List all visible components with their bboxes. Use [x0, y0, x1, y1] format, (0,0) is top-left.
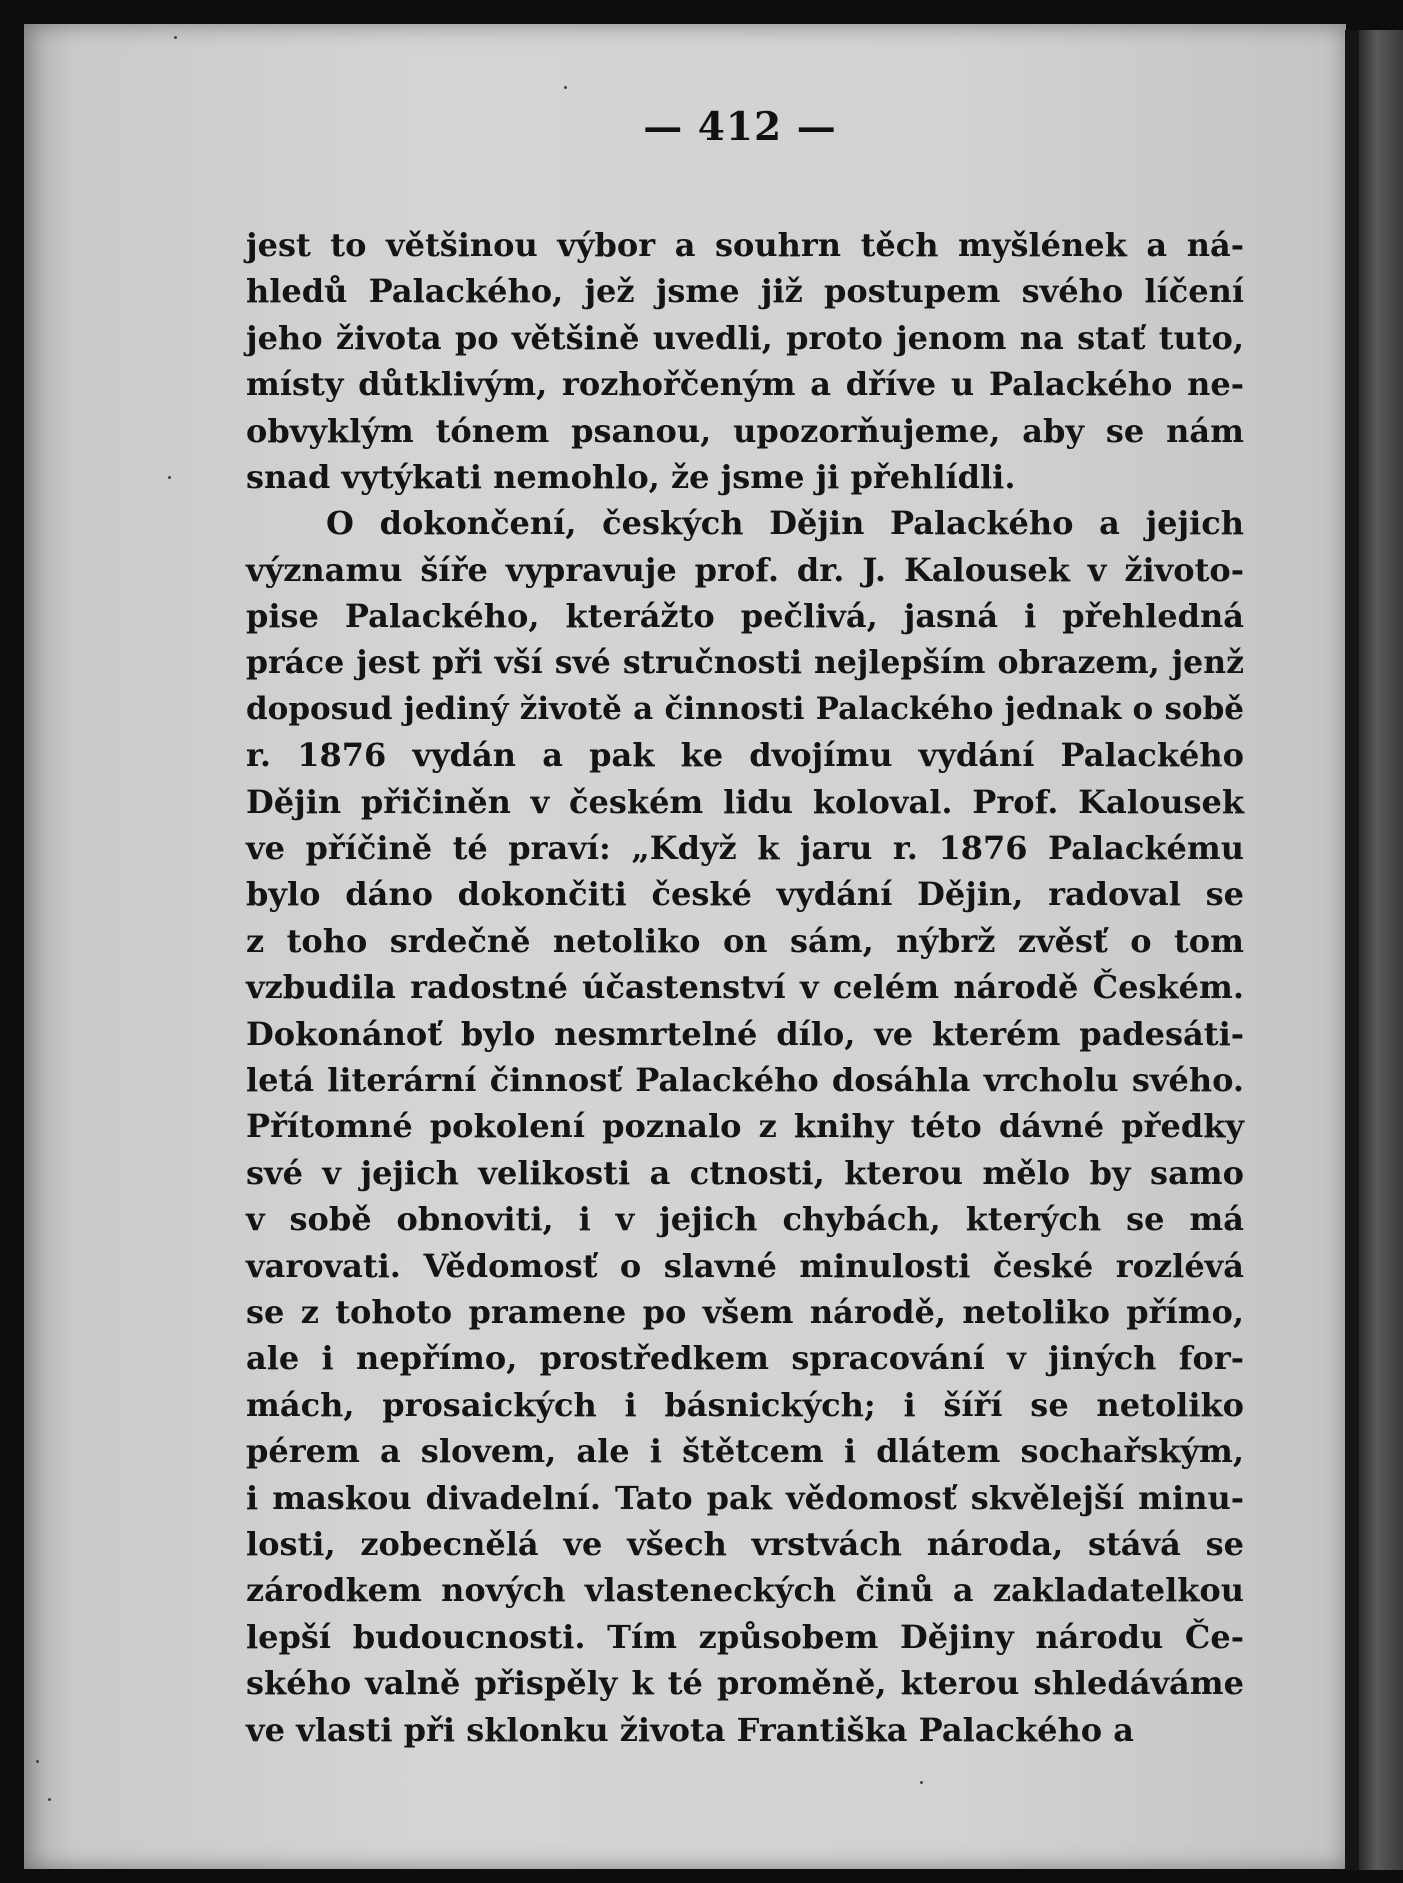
- page-number: — 412 —: [643, 104, 837, 150]
- body-text: [246, 222, 1244, 1753]
- paper-speck: [48, 1798, 51, 1801]
- paper-speck: [174, 36, 177, 39]
- text-line: r. 1876 vydán a pak ke dvojímu vydání Palackého: [246, 736, 1244, 775]
- text-line: své v jejich velikosti a ctnosti, kterou mělo by samo: [246, 1153, 1244, 1192]
- paper-speck: [920, 1781, 923, 1784]
- text-line: O dokončení, českých Dějin Palackého a jejich: [326, 504, 1244, 543]
- paper-speck: [36, 1760, 39, 1763]
- text-line: letá literární činnosť Palackého dosáhla vrcholu svého.: [246, 1061, 1244, 1100]
- facing-page-gutter: [1345, 30, 1359, 1870]
- text-line: Přítomné pokolení poznalo z knihy této dávné předky: [246, 1107, 1244, 1146]
- text-line: jeho života po většině uvedli, proto jenom na stať tuto,: [246, 318, 1244, 357]
- text-line: ale i nepřímo, prostředkem spracování v jiných for-: [246, 1339, 1244, 1378]
- facing-page-edge: [1359, 30, 1403, 1870]
- text-line: Dokonánoť bylo nesmrtelné dílo, ve kterém padesáti-: [246, 1014, 1244, 1053]
- text-line: pérem a slovem, ale i štětcem i dlátem sochařským,: [246, 1432, 1244, 1471]
- text-line: pise Palackého, kterážto pečlivá, jasná i přehledná: [246, 597, 1244, 636]
- text-line: doposud jediný životě a činnosti Palackého jednak o sobě: [246, 690, 1244, 727]
- text-line: obvyklým tónem psanou, upozorňujeme, aby se nám: [246, 411, 1244, 450]
- paper-speck: [168, 476, 171, 479]
- text-line: ve příčině té praví: „Když k jaru r. 1876 Palackému: [246, 829, 1244, 868]
- text-line: vzbudila radostné účastenství v celém národě Českém.: [246, 968, 1244, 1007]
- text-line: hledů Palackého, jež jsme již postupem svého líčení: [246, 272, 1244, 311]
- text-line: bylo dáno dokončiti české vydání Dějin, radoval se: [246, 875, 1244, 914]
- text-line: Dějin přičiněn v českém lidu koloval. Prof. Kalousek: [246, 782, 1244, 821]
- text-line: se z tohoto pramene po všem národě, netoliko přímo,: [246, 1292, 1244, 1331]
- text-line: losti, zobecnělá ve všech vrstvách národa, stává se: [246, 1524, 1244, 1563]
- text-line: snad vytýkati nemohlo, že jsme ji přehlídli.: [246, 457, 1016, 496]
- text-line: varovati. Vědomosť o slavné minulosti české rozlévá: [246, 1246, 1244, 1285]
- text-line: ve vlasti při sklonku života Františka Palackého a: [246, 1710, 1134, 1749]
- text-line: mách, prosaických i básnických; i šíří se netoliko: [246, 1385, 1244, 1424]
- paper-speck: [564, 86, 567, 89]
- text-line: i maskou divadelní. Tato pak vědomosť skvělejší minu-: [246, 1478, 1244, 1517]
- text-line: z toho srdečně netoliko on sám, nýbrž zvěsť o tom: [246, 921, 1244, 960]
- text-line: práce jest při vší své stručnosti nejlepším obrazem, jenž: [246, 643, 1244, 681]
- text-line: v sobě obnoviti, i v jejich chybách, kterých se má: [246, 1200, 1244, 1239]
- text-line: významu šíře vypravuje prof. dr. J. Kalousek v životo-: [246, 550, 1244, 589]
- text-line: lepší budoucnosti. Tím způsobem Dějiny národu Če-: [246, 1617, 1244, 1656]
- text-line: místy důtklivým, rozhořčeným a dříve u Palackého ne-: [246, 365, 1244, 404]
- text-line: jest to většinou výbor a souhrn těch myšlének a ná-: [246, 226, 1244, 264]
- text-line: ského valně přispěly k té proměně, kterou shledáváme: [246, 1664, 1244, 1703]
- text-line: zárodkem nových vlasteneckých činů a zakladatelkou: [246, 1571, 1244, 1610]
